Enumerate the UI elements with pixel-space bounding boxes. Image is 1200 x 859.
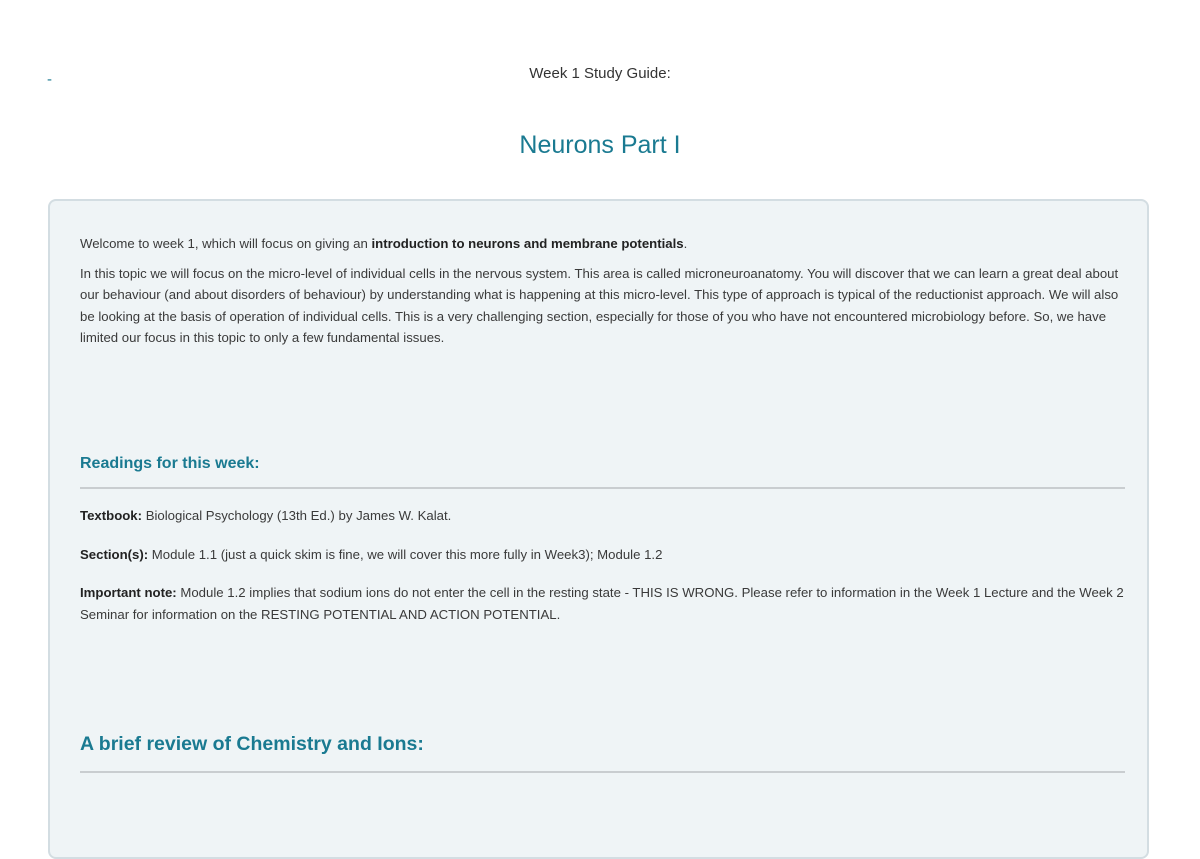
intro-paragraph-2: In this topic we will focus on the micro-level of individual cells in the nervous system. This area is called microneuroanatomy. You will discover that we can learn a great deal about our behaviour (and about disorders of behaviour) by understanding what is happening at this micro-level. This type of approach is typical of the reductionist approach. We will also be looking at the basis of operation of individual cells. This is a very challenging section, especially for those of you who have not encountered microbiology before. So, we have limited our focus in this topic to only a few fundamental issues. (80, 265, 1119, 345)
textbook-value: Biological Psychology (13th Ed.) by James W. Kalat. (142, 508, 452, 523)
intro-paragraph-1 (80, 233, 1125, 255)
week-label: Week 1 Study Guide: (529, 65, 671, 82)
important-note-label: Important note: (80, 585, 177, 600)
sections-value: Module 1.1 (just a quick skim is fine, we will cover this more fully in Week3); Module 1.2 (148, 546, 663, 562)
sections-label: Section(s): (80, 546, 149, 562)
intro-text-suffix: . (683, 236, 688, 251)
important-note-value: Module 1.2 implies that sodium ions do not enter the cell in the resting state - THIS IS WRONG. Please refer to information in the Week 1 Lecture and the Week 2 Seminar for information on the RESTING POTENTIAL AND ACTION POTENTIAL. (80, 585, 1124, 622)
page-title: Neurons Part I (519, 131, 681, 159)
chemistry-divider (80, 771, 1125, 773)
content-panel (48, 199, 1149, 859)
sections-line (80, 544, 1125, 566)
readings-divider (80, 487, 1125, 489)
important-note-line (80, 582, 1125, 625)
intro-emphasis: introduction to neurons and membrane potentials (371, 236, 684, 251)
readings-heading: Readings for this week: (80, 455, 260, 472)
textbook-label: Textbook: (80, 508, 143, 523)
chemistry-heading: A brief review of Chemistry and Ions: (80, 733, 424, 755)
intro-text-prefix: Welcome to week 1, which will focus on giving an (80, 236, 372, 251)
textbook-line (80, 505, 1125, 527)
dash-marker: - (47, 71, 52, 88)
intro-section (80, 233, 1125, 357)
readings-section (80, 505, 1125, 642)
